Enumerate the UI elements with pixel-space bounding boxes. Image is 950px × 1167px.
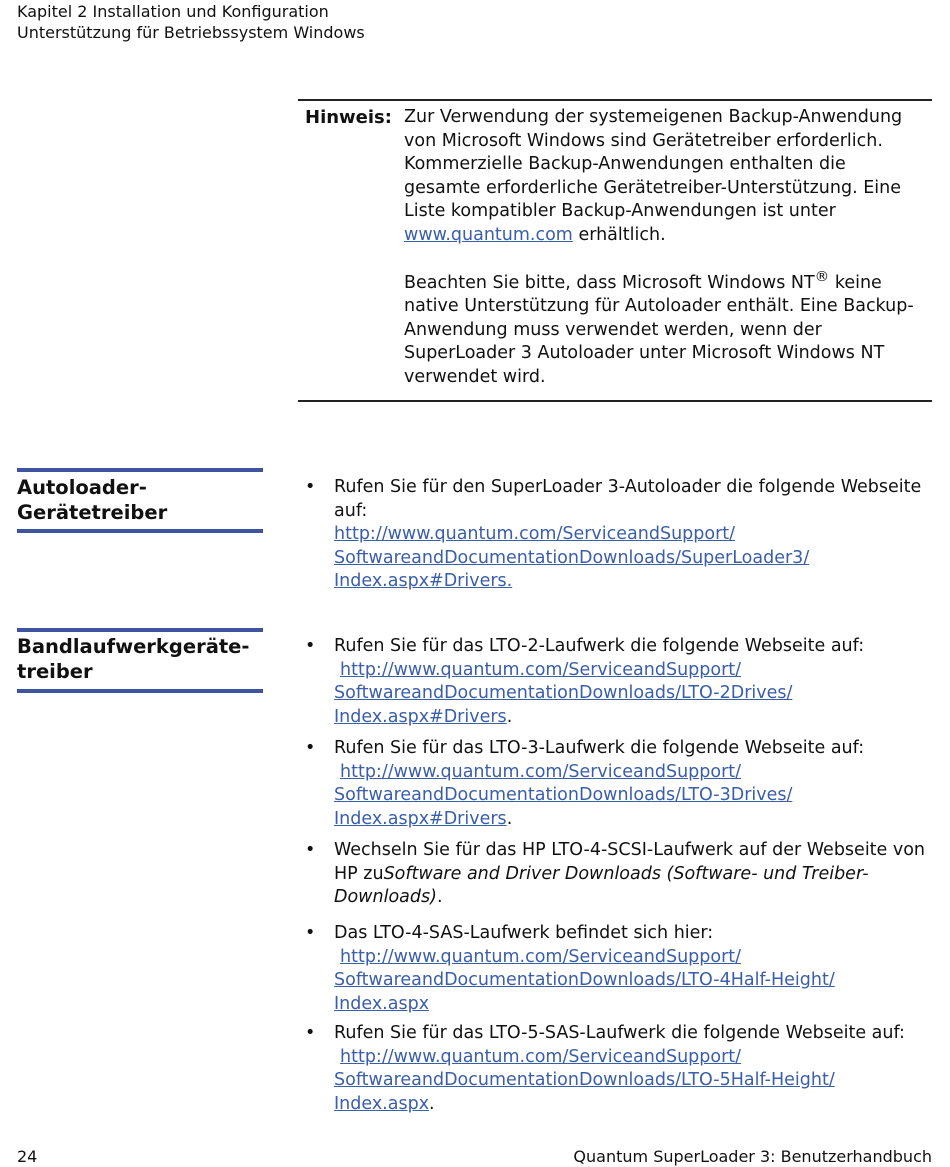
heading-line: Autoloader- <box>17 476 147 499</box>
bullet-icon: • <box>305 840 316 860</box>
driver-link[interactable]: Index.aspx <box>334 993 430 1014</box>
page-number: 24 <box>17 1147 38 1166</box>
running-header-section: Unterstützung für Betriebssystem Windows <box>17 23 365 42</box>
note-p1-text: Zur Verwendung der systemeigenen Backup-Anwendung von Microsoft Windows sind Gerätetreiber erforderlich. Kommerzielle Backup-Anwendungen enthalten die gesamte erforderliche Gerätetreiber-Unterstützung. Eine Liste kompatibler Backup-Anwendungen ist unter <box>404 107 903 221</box>
item-text: Rufen Sie für den SuperLoader 3-Autoloader die folgende Webseite auf: <box>334 477 922 521</box>
list-item <box>305 737 933 831</box>
tape-driver-list <box>305 635 933 729</box>
driver-link[interactable]: Index.aspx#Drivers <box>334 808 507 829</box>
tape-driver-list <box>305 839 933 910</box>
autoloader-driver-list <box>305 476 933 594</box>
note-p2-before: Beachten Sie bitte, dass Microsoft Windows NT <box>404 272 815 293</box>
item-text: Das LTO-4-SAS-Laufwerk befindet sich hier: <box>334 923 714 943</box>
bullet-icon: • <box>305 1023 316 1043</box>
item-text: Wechseln Sie für das HP LTO-4-SCSI-Laufwerk auf der Webseite von HP zu <box>334 840 926 884</box>
driver-link[interactable]: Index.aspx#Drivers <box>334 706 507 727</box>
bullet-icon: • <box>305 738 316 758</box>
driver-link[interactable]: http://www.quantum.com/ServiceandSupport/ <box>340 659 742 680</box>
item-italic: Software and Driver Downloads (Software- und Treiber-Downloads) <box>334 863 869 907</box>
note-paragraph-2 <box>404 265 926 389</box>
driver-link[interactable]: Index.aspx#Drivers. <box>334 571 513 591</box>
item-text: Rufen Sie für das LTO-5-SAS-Laufwerk die folgende Webseite auf: <box>334 1023 905 1043</box>
driver-link[interactable]: http://www.quantum.com/ServiceandSupport/ <box>340 946 742 967</box>
driver-link[interactable]: SoftwareandDocumentationDownloads/LTO-3Drives/ <box>334 785 793 805</box>
note-p1-after: erhältlich. <box>578 224 666 245</box>
list-item <box>305 476 933 594</box>
driver-link[interactable]: SoftwareandDocumentationDownloads/SuperLoader3/ <box>334 547 810 568</box>
note-body <box>404 106 926 389</box>
section-autoloader-top-rule <box>17 468 263 472</box>
note-label: Hinweis: <box>305 107 392 128</box>
footer-title: Quantum SuperLoader 3: Benutzerhandbuch <box>573 1147 932 1166</box>
heading-line: treiber <box>17 660 93 683</box>
list-item <box>305 635 933 729</box>
tape-driver-list <box>305 1022 933 1116</box>
list-item <box>305 922 933 1016</box>
section-autoloader-bottom-rule <box>17 529 263 533</box>
section-tape-bottom-rule <box>17 689 263 693</box>
item-trailing: . <box>506 706 513 727</box>
list-item <box>305 839 933 910</box>
registered-mark: ® <box>814 268 830 285</box>
note-p2-after: keine native Unterstützung für Autoloader enthält. Eine Backup-Anwendung muss verwendet werden, wenn der SuperLoader 3 Autoloader unter Microsoft Windows NT verwendet wird. <box>404 272 914 387</box>
driver-link[interactable]: http://www.quantum.com/ServiceandSupport/ <box>334 524 736 544</box>
note-bottom-rule <box>298 400 932 402</box>
tape-driver-list <box>305 737 933 831</box>
section-heading-autoloader <box>17 475 263 525</box>
item-trailing: . <box>506 808 513 829</box>
running-header-chapter: Kapitel 2 Installation und Konfiguration <box>17 2 329 21</box>
heading-line: Gerätetreiber <box>17 501 168 524</box>
note-top-rule <box>298 99 932 101</box>
item-trailing: . <box>429 1093 435 1114</box>
driver-link[interactable]: SoftwareandDocumentationDownloads/LTO-2Drives/ <box>334 683 793 703</box>
driver-link[interactable]: http://www.quantum.com/ServiceandSupport/ <box>340 761 742 782</box>
heading-line: Bandlaufwerkgeräte- <box>17 635 250 658</box>
note-paragraph-1 <box>404 106 926 247</box>
list-item <box>305 1022 933 1116</box>
tape-driver-list <box>305 922 933 1016</box>
item-trailing: . <box>436 887 443 907</box>
driver-link[interactable]: SoftwareandDocumentationDownloads/LTO-4Half-Height/ <box>334 970 835 990</box>
section-tape-top-rule <box>17 628 263 632</box>
driver-link[interactable]: Index.aspx <box>334 1093 430 1114</box>
driver-link[interactable]: SoftwareandDocumentationDownloads/LTO-5Half-Height/ <box>334 1070 835 1090</box>
section-heading-tape <box>17 634 263 684</box>
item-text: Rufen Sie für das LTO-2-Laufwerk die folgende Webseite auf: <box>334 636 865 656</box>
driver-link[interactable]: http://www.quantum.com/ServiceandSupport/ <box>340 1046 742 1067</box>
bullet-icon: • <box>305 477 316 497</box>
bullet-icon: • <box>305 923 316 943</box>
item-text: Rufen Sie für das LTO-3-Laufwerk die folgende Webseite auf: <box>334 738 865 758</box>
quantum-link[interactable]: www.quantum.com <box>404 224 573 245</box>
bullet-icon: • <box>305 636 316 656</box>
